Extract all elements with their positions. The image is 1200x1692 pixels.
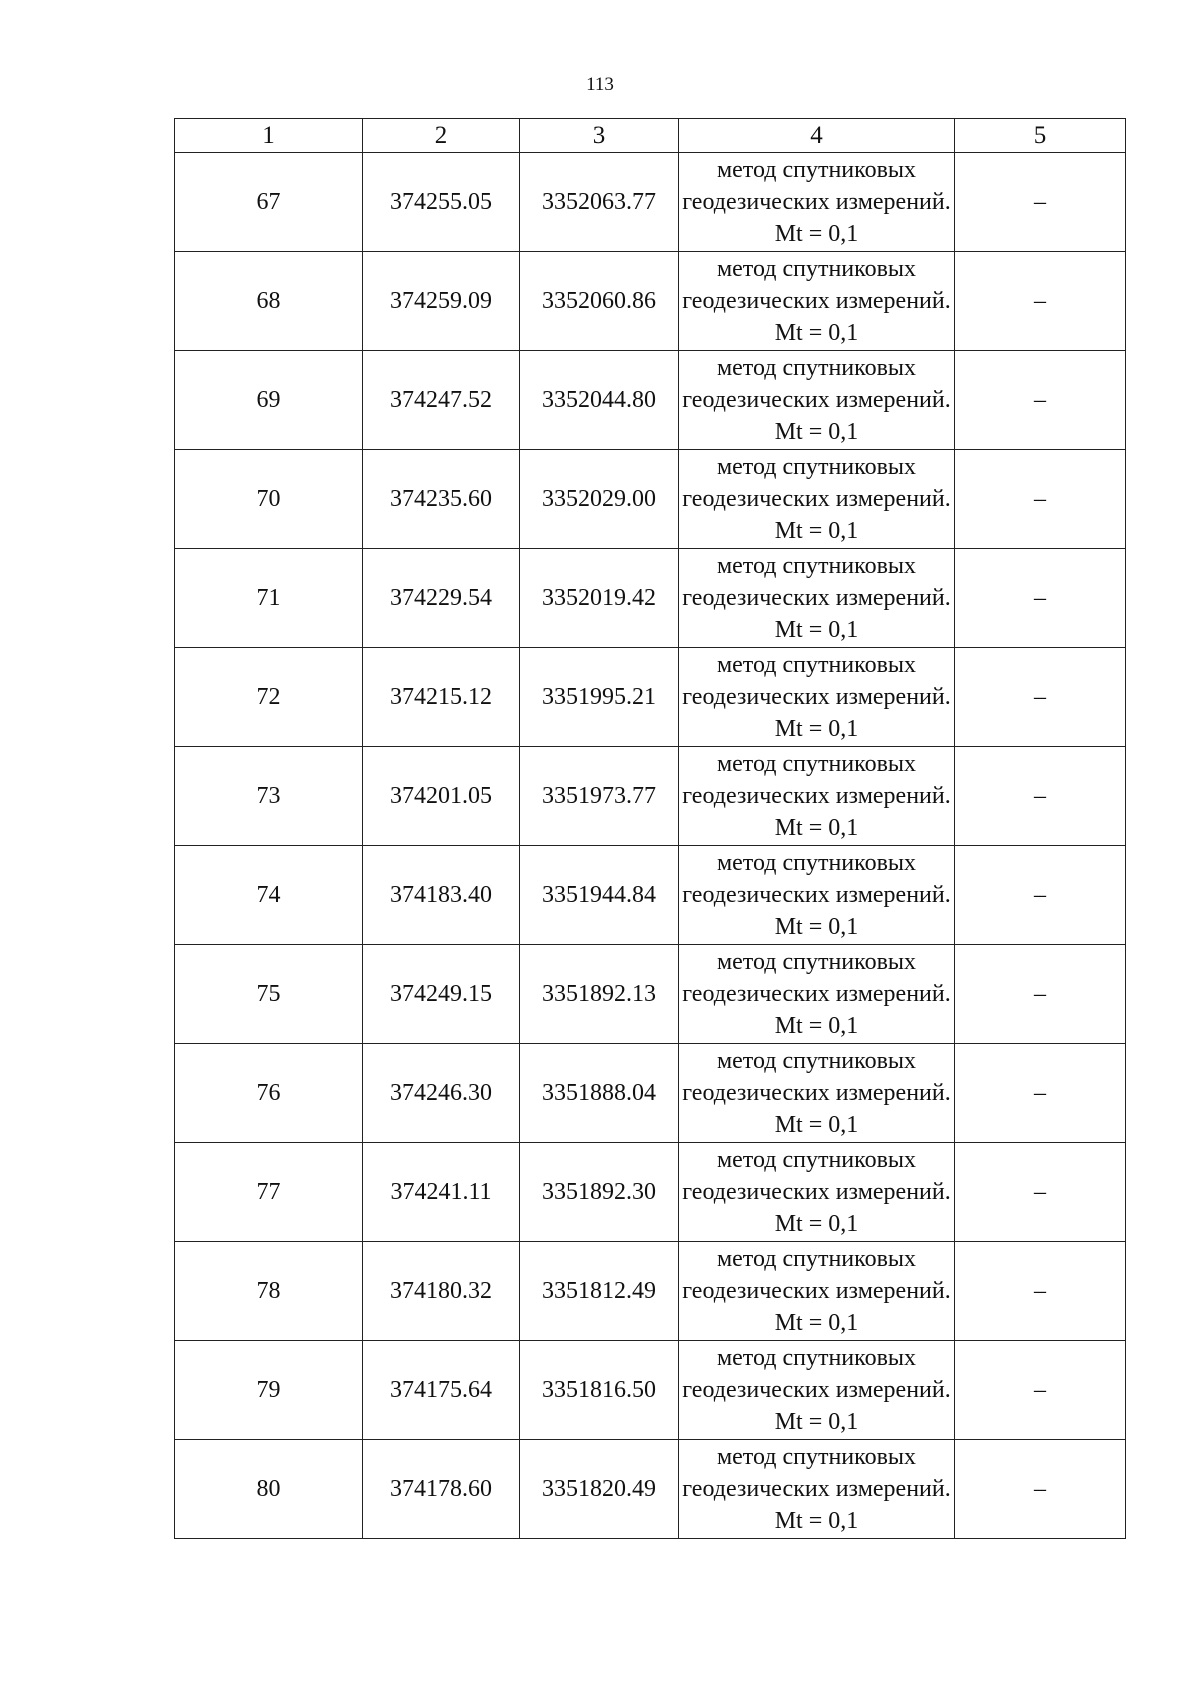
coordinate-x-cell: 374247.52	[363, 351, 520, 450]
method-cell: метод спутниковых геодезических измерений. Mt = 0,1	[679, 153, 955, 252]
table-row	[175, 648, 1126, 747]
coordinate-x-cell: 374180.32	[363, 1242, 520, 1341]
coordinate-x-cell: 374241.11	[363, 1143, 520, 1242]
table-row	[175, 153, 1126, 252]
point-number-cell: 76	[175, 1044, 363, 1143]
method-cell: метод спутниковых геодезических измерений. Mt = 0,1	[679, 450, 955, 549]
point-number-cell: 77	[175, 1143, 363, 1242]
method-cell: метод спутниковых геодезических измерений. Mt = 0,1	[679, 1242, 955, 1341]
coordinate-x-cell: 374201.05	[363, 747, 520, 846]
column-header-1: 1	[175, 119, 363, 153]
table-row	[175, 1341, 1126, 1440]
coordinate-y-cell: 3351888.04	[520, 1044, 679, 1143]
method-cell: метод спутниковых геодезических измерений. Mt = 0,1	[679, 648, 955, 747]
coordinate-y-cell: 3351820.49	[520, 1440, 679, 1539]
method-cell: метод спутниковых геодезических измерений. Mt = 0,1	[679, 945, 955, 1044]
coordinate-x-cell: 374246.30	[363, 1044, 520, 1143]
coordinate-x-cell: 374183.40	[363, 846, 520, 945]
coordinate-y-cell: 3352019.42	[520, 549, 679, 648]
coordinate-x-cell: 374249.15	[363, 945, 520, 1044]
coordinate-y-cell: 3352044.80	[520, 351, 679, 450]
note-cell: –	[955, 252, 1126, 351]
method-cell: метод спутниковых геодезических измерений. Mt = 0,1	[679, 1044, 955, 1143]
coordinate-x-cell: 374235.60	[363, 450, 520, 549]
note-cell: –	[955, 1044, 1126, 1143]
coordinates-table	[174, 118, 1126, 1539]
method-cell: метод спутниковых геодезических измерений. Mt = 0,1	[679, 252, 955, 351]
coordinate-y-cell: 3351816.50	[520, 1341, 679, 1440]
table-row	[175, 450, 1126, 549]
coordinate-x-cell: 374259.09	[363, 252, 520, 351]
column-header-3: 3	[520, 119, 679, 153]
method-cell: метод спутниковых геодезических измерений. Mt = 0,1	[679, 1440, 955, 1539]
coordinate-x-cell: 374178.60	[363, 1440, 520, 1539]
point-number-cell: 69	[175, 351, 363, 450]
point-number-cell: 67	[175, 153, 363, 252]
point-number-cell: 80	[175, 1440, 363, 1539]
coordinate-y-cell: 3351812.49	[520, 1242, 679, 1341]
note-cell: –	[955, 1341, 1126, 1440]
table-row	[175, 351, 1126, 450]
method-cell: метод спутниковых геодезических измерений. Mt = 0,1	[679, 1143, 955, 1242]
coordinate-x-cell: 374175.64	[363, 1341, 520, 1440]
coordinate-x-cell: 374229.54	[363, 549, 520, 648]
note-cell: –	[955, 1440, 1126, 1539]
note-cell: –	[955, 153, 1126, 252]
note-cell: –	[955, 648, 1126, 747]
coordinate-x-cell: 374215.12	[363, 648, 520, 747]
point-number-cell: 79	[175, 1341, 363, 1440]
note-cell: –	[955, 747, 1126, 846]
page-number: 113	[586, 74, 614, 95]
coordinate-y-cell: 3352029.00	[520, 450, 679, 549]
note-cell: –	[955, 846, 1126, 945]
coordinate-x-cell: 374255.05	[363, 153, 520, 252]
method-cell: метод спутниковых геодезических измерений. Mt = 0,1	[679, 846, 955, 945]
column-header-2: 2	[363, 119, 520, 153]
point-number-cell: 71	[175, 549, 363, 648]
table-row	[175, 1044, 1126, 1143]
table-body	[175, 153, 1126, 1539]
point-number-cell: 68	[175, 252, 363, 351]
table-row	[175, 747, 1126, 846]
column-header-4: 4	[679, 119, 955, 153]
point-number-cell: 74	[175, 846, 363, 945]
coordinate-y-cell: 3352063.77	[520, 153, 679, 252]
coordinate-y-cell: 3351892.13	[520, 945, 679, 1044]
table-row	[175, 1440, 1126, 1539]
note-cell: –	[955, 351, 1126, 450]
table-row	[175, 252, 1126, 351]
point-number-cell: 72	[175, 648, 363, 747]
method-cell: метод спутниковых геодезических измерений. Mt = 0,1	[679, 351, 955, 450]
method-cell: метод спутниковых геодезических измерений. Mt = 0,1	[679, 549, 955, 648]
coordinate-y-cell: 3352060.86	[520, 252, 679, 351]
coordinate-y-cell: 3351944.84	[520, 846, 679, 945]
point-number-cell: 78	[175, 1242, 363, 1341]
note-cell: –	[955, 450, 1126, 549]
column-header-5: 5	[955, 119, 1126, 153]
note-cell: –	[955, 1143, 1126, 1242]
coordinate-y-cell: 3351995.21	[520, 648, 679, 747]
note-cell: –	[955, 549, 1126, 648]
point-number-cell: 70	[175, 450, 363, 549]
table-header-row	[175, 119, 1126, 153]
method-cell: метод спутниковых геодезических измерений. Mt = 0,1	[679, 747, 955, 846]
note-cell: –	[955, 945, 1126, 1044]
point-number-cell: 73	[175, 747, 363, 846]
point-number-cell: 75	[175, 945, 363, 1044]
table-row	[175, 1242, 1126, 1341]
method-cell: метод спутниковых геодезических измерений. Mt = 0,1	[679, 1341, 955, 1440]
table-row	[175, 846, 1126, 945]
table-row	[175, 1143, 1126, 1242]
coordinate-y-cell: 3351892.30	[520, 1143, 679, 1242]
table-row	[175, 549, 1126, 648]
coordinate-y-cell: 3351973.77	[520, 747, 679, 846]
note-cell: –	[955, 1242, 1126, 1341]
table-row	[175, 945, 1126, 1044]
